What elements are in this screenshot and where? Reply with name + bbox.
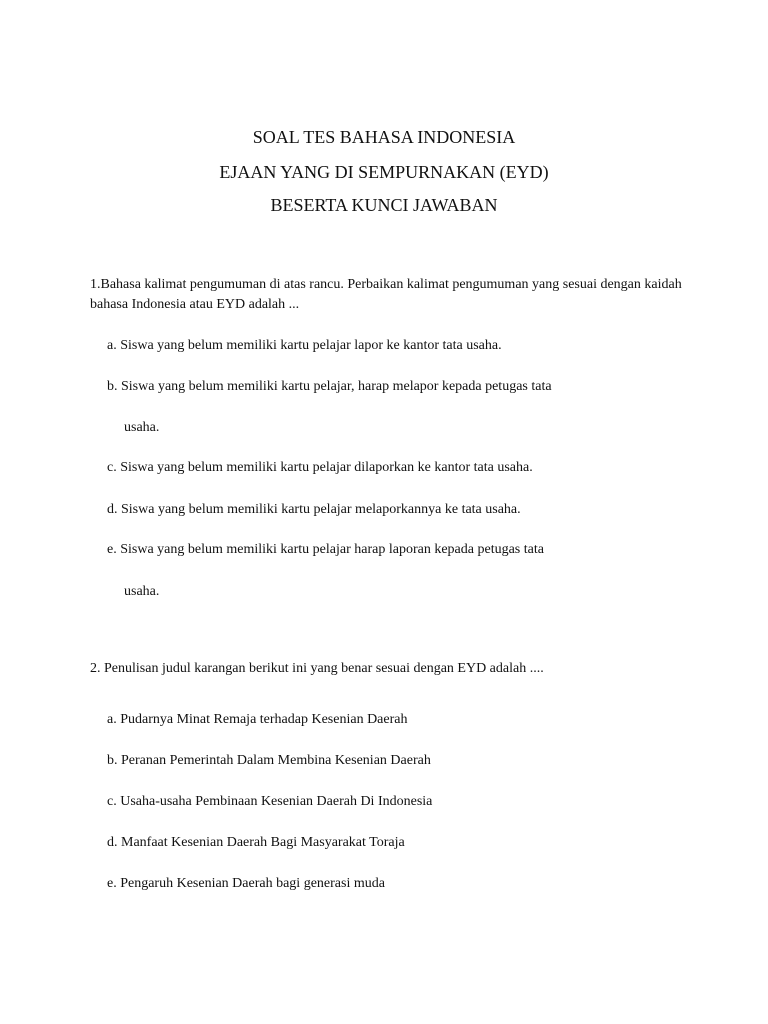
question-1-option-c: c. Siswa yang belum memiliki kartu pelajar dilaporkan ke kantor tata usaha. xyxy=(107,460,533,475)
document-title-line-3: BESERTA KUNCI JAWABAN xyxy=(270,195,498,215)
question-2-option-c: c. Usaha-usaha Pembinaan Kesenian Daerah Di Indonesia xyxy=(107,794,433,809)
question-1-option-b-continuation: usaha. xyxy=(124,420,160,435)
question-2-text: 2. Penulisan judul karangan berikut ini yang benar sesuai dengan EYD adalah .... xyxy=(90,661,544,676)
question-1-text: 1.Bahasa kalimat pengumuman di atas rancu. Perbaikan kalimat pengumuman yang sesuai dengan kaidah bahasa Indonesia atau EYD adalah ... xyxy=(90,277,682,312)
question-2-option-e: e. Pengaruh Kesenian Daerah bagi generasi muda xyxy=(107,876,385,891)
question-1-option-a: a. Siswa yang belum memiliki kartu pelajar lapor ke kantor tata usaha. xyxy=(107,338,502,353)
question-1-option-e-continuation: usaha. xyxy=(124,584,160,599)
question-2-option-b: b. Peranan Pemerintah Dalam Membina Kesenian Daerah xyxy=(107,753,431,768)
question-1-option-b: b. Siswa yang belum memiliki kartu pelajar, harap melapor kepada petugas tata xyxy=(107,379,552,394)
document-title-line-2: EJAAN YANG DI SEMPURNAKAN (EYD) xyxy=(219,162,549,182)
question-1-option-e: e. Siswa yang belum memiliki kartu pelajar harap laporan kepada petugas tata xyxy=(107,542,544,557)
question-1-option-d: d. Siswa yang belum memiliki kartu pelajar melaporkannya ke tata usaha. xyxy=(107,502,521,517)
document-title-line-1: SOAL TES BAHASA INDONESIA xyxy=(252,127,516,147)
question-2-option-a: a. Pudarnya Minat Remaja terhadap Kesenian Daerah xyxy=(107,712,408,727)
question-2-option-d: d. Manfaat Kesenian Daerah Bagi Masyarakat Toraja xyxy=(107,835,405,850)
